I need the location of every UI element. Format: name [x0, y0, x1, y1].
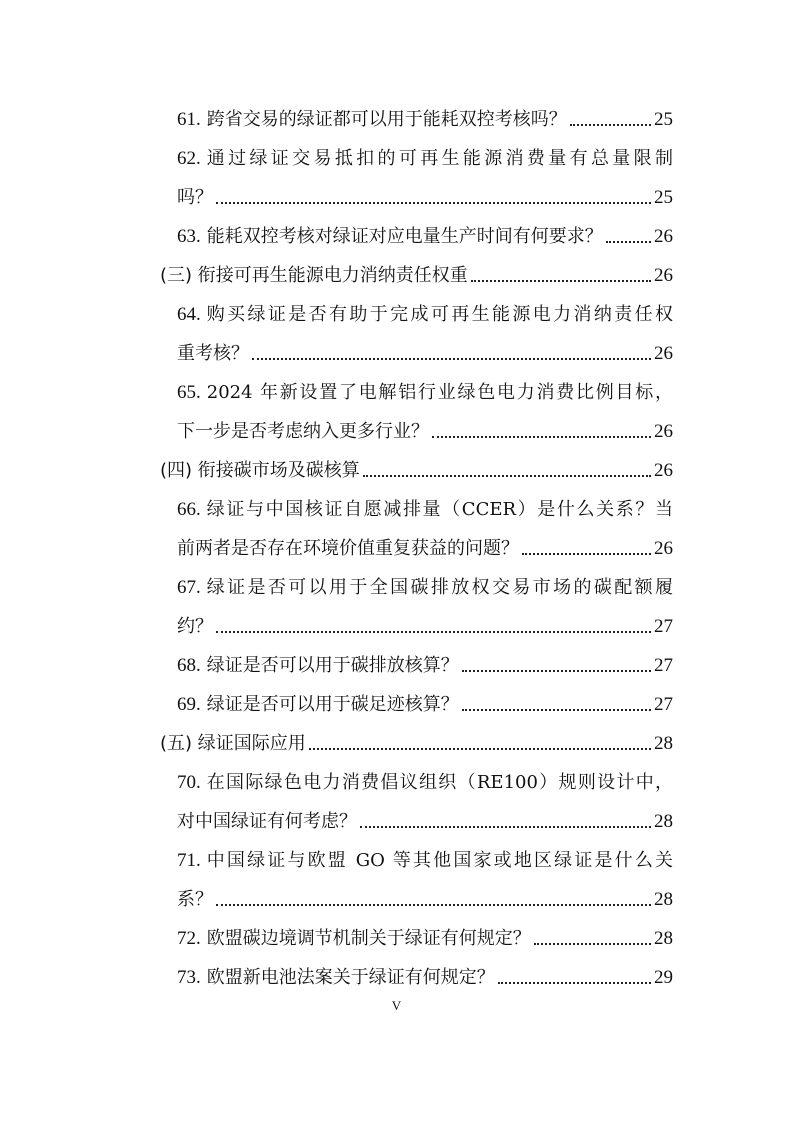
entry-number: 73.: [177, 967, 201, 988]
leader-dots: [498, 982, 651, 984]
entry-title: 购买绿证是否有助于完成可再生能源电力消纳责任权: [206, 304, 673, 325]
page-number: 26: [654, 343, 673, 364]
entry-title-continued: 前两者是否存在环境价值重复获益的问题？: [177, 538, 519, 559]
section-title: (四) 衔接碳市场及碳核算: [160, 460, 360, 481]
section-title: (三) 衔接可再生能源电力消纳责任权重: [160, 265, 468, 286]
entry-number: 64.: [177, 304, 201, 325]
leader-dots: [363, 475, 651, 477]
entry-number: 69.: [177, 694, 201, 715]
toc-entry[interactable]: [177, 686, 673, 718]
leader-dots: [252, 358, 651, 360]
entry-title-continued: 下一步是否考虑纳入更多行业？: [177, 421, 429, 442]
toc-entry[interactable]: [177, 140, 673, 172]
entry-title: 绿证是否可以用于碳足迹核算？: [206, 694, 459, 715]
entry-number: 66.: [177, 499, 201, 520]
page-number: 25: [654, 109, 673, 130]
toc-entry[interactable]: [177, 101, 673, 133]
toc-entry-continuation[interactable]: [177, 335, 673, 367]
toc-entry-continuation[interactable]: [177, 413, 673, 445]
entry-title: 欧盟新电池法案关于绿证有何规定？: [206, 967, 495, 988]
toc-section[interactable]: [160, 725, 673, 757]
toc-entry[interactable]: [177, 647, 673, 679]
entry-title: 欧盟碳边境调节机制关于绿证有何规定？: [206, 928, 531, 949]
entry-number: 65.: [177, 382, 201, 403]
entry-title: 2024 年新设置了电解铝行业绿色电力消费比例目标，: [206, 382, 673, 403]
entry-number: 70.: [177, 772, 201, 793]
page-number: 26: [654, 538, 673, 559]
page-number: 27: [654, 616, 673, 637]
leader-dots: [522, 553, 651, 555]
entry-title: 绿证是否可以用于全国碳排放权交易市场的碳配额履: [206, 577, 673, 598]
entry-number: 67.: [177, 577, 201, 598]
toc-entry-continuation[interactable]: [177, 881, 673, 913]
entry-number: 61.: [177, 109, 201, 130]
toc-section[interactable]: [160, 257, 673, 289]
entry-title: 中国绿证与欧盟 GO 等其他国家或地区绿证是什么关: [206, 850, 673, 871]
toc-entry[interactable]: [177, 569, 673, 601]
entry-number: 62.: [177, 148, 201, 169]
leader-dots: [309, 748, 651, 750]
page-number: 26: [654, 421, 673, 442]
entry-title: 绿证与中国核证自愿减排量（CCER）是什么关系？当: [206, 499, 673, 520]
toc-entry-continuation[interactable]: [177, 803, 673, 835]
toc-entry[interactable]: [177, 920, 673, 952]
leader-dots: [216, 904, 651, 906]
page-number: 28: [654, 811, 673, 832]
entry-title-continued: 系？: [177, 889, 213, 910]
page-number: 29: [654, 967, 673, 988]
section-title: (五) 绿证国际应用: [160, 733, 306, 754]
entry-title: 通过绿证交易抵扣的可再生能源消费量有总量限制: [206, 148, 673, 169]
leader-dots: [216, 202, 651, 204]
entry-number: 68.: [177, 655, 201, 676]
toc-entry[interactable]: [177, 491, 673, 523]
entry-title-continued: 对中国绿证有何考虑？: [177, 811, 357, 832]
leader-dots: [462, 709, 651, 711]
toc-entry-continuation[interactable]: [177, 530, 673, 562]
toc-entry[interactable]: [177, 218, 673, 250]
toc-entry-continuation[interactable]: [177, 608, 673, 640]
entry-title-continued: 重考核？: [177, 343, 249, 364]
entry-title-continued: 吗？: [177, 187, 213, 208]
leader-dots: [432, 436, 651, 438]
page-footer-number: V: [391, 998, 402, 1013]
entry-number: 71.: [177, 850, 201, 871]
page-number: 25: [654, 187, 673, 208]
leader-dots: [534, 943, 651, 945]
entry-title-continued: 约？: [177, 616, 213, 637]
leader-dots: [570, 124, 651, 126]
page-number: 28: [654, 733, 673, 754]
entry-number: 63.: [177, 226, 201, 247]
page-number: 28: [654, 889, 673, 910]
page-number: 28: [654, 928, 673, 949]
leader-dots: [471, 280, 651, 282]
leader-dots: [462, 670, 651, 672]
page-number: 26: [654, 226, 673, 247]
toc-entry[interactable]: [177, 296, 673, 328]
page-number: 27: [654, 655, 673, 676]
leader-dots: [216, 631, 651, 633]
toc-entry[interactable]: [177, 374, 673, 406]
leader-dots: [360, 826, 651, 828]
page-number: 26: [654, 460, 673, 481]
entry-title: 在国际绿色电力消费倡议组织（RE100）规则设计中，: [206, 772, 673, 793]
toc-section[interactable]: [160, 452, 673, 484]
toc-entry[interactable]: [177, 764, 673, 796]
entry-number: 72.: [177, 928, 201, 949]
entry-title: 绿证是否可以用于碳排放核算？: [206, 655, 459, 676]
entry-title: 能耗双控考核对绿证对应电量生产时间有何要求？: [206, 226, 603, 247]
page-number: 26: [654, 265, 673, 286]
entry-title: 跨省交易的绿证都可以用于能耗双控考核吗？: [206, 109, 567, 130]
leader-dots: [606, 241, 651, 243]
page-number: 27: [654, 694, 673, 715]
toc-entry[interactable]: [177, 959, 673, 991]
toc-entry[interactable]: [177, 842, 673, 874]
toc-entry-continuation[interactable]: [177, 179, 673, 211]
